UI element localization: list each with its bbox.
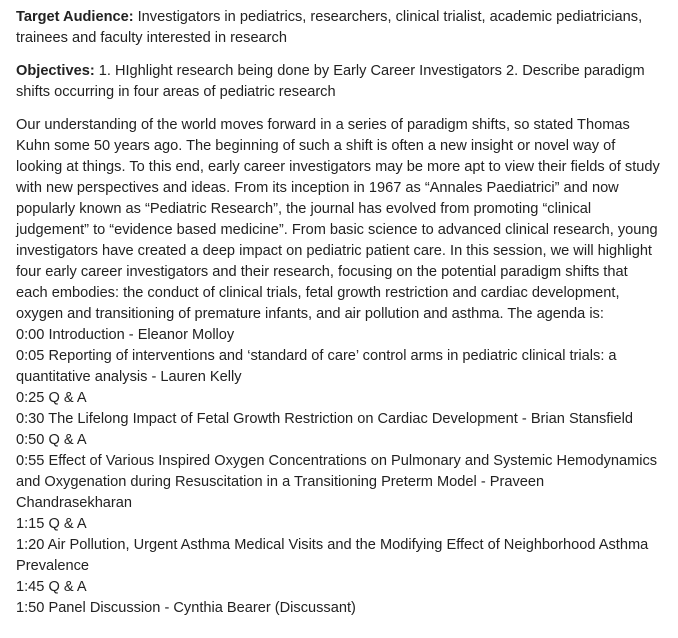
agenda-item-qa-1: 0:25 Q & A bbox=[16, 390, 87, 406]
description-block bbox=[16, 115, 662, 619]
agenda-item-chandrasekharan: 0:55 Effect of Various Inspired Oxygen Concentrations on Pulmonary and Systemic Hemodynamics and Oxygenation during Resuscitation in a Transitioning Preterm Model - Praveen Chandrasekharan bbox=[16, 453, 658, 511]
target-audience-paragraph bbox=[16, 7, 662, 49]
objectives-paragraph bbox=[16, 61, 662, 103]
objectives-text: 1. HIghlight research being done by Early Career Investigators 2. Describe paradigm shifts occurring in four areas of pediatric research bbox=[16, 63, 645, 100]
agenda-item-panel: 1:50 Panel Discussion - Cynthia Bearer (Discussant) bbox=[16, 600, 356, 616]
description-text: Our understanding of the world moves forward in a series of paradigm shifts, so stated Thomas Kuhn some 50 years ago. The beginning of such a shift is often a new insight or novel way of looking at things. To this end, early career investigators may be more apt to view their fields of study with new perspectives and ideas. From its inception in 1967 as “Annales Paediatrici” and now popularly known as “Pediatric Research”, the journal has evolved from promoting “clinical judgement” to “evidence based medicine”. From basic science to advanced clinical research, young investigators have created a deep impact on pediatric patient care. In this session, we will highlight four early career investigators and their research, focusing on the potential paradigm shifts that each embodies: the conduct of clinical trials, fetal growth restriction and cardiac development, oxygen and transitioning of premature infants, and air pollution and asthma. The agenda is: bbox=[16, 117, 660, 322]
agenda-item-stansfield: 0:30 The Lifelong Impact of Fetal Growth Restriction on Cardiac Development - Brian Stansfield bbox=[16, 411, 634, 427]
target-audience-label: Target Audience: bbox=[16, 9, 134, 25]
agenda-item-intro: 0:00 Introduction - Eleanor Molloy bbox=[16, 327, 235, 343]
target-audience-text: Investigators in pediatrics, researchers, clinical trialist, academic pediatricians, trainees and faculty interested in research bbox=[16, 9, 643, 46]
agenda-item-qa-4: 1:45 Q & A bbox=[16, 579, 87, 595]
agenda-item-qa-2: 0:50 Q & A bbox=[16, 432, 87, 448]
agenda-item-kelly: 0:05 Reporting of interventions and ‘standard of care’ control arms in pediatric clinical trials: a quantitative analysis - Lauren Kelly bbox=[16, 348, 617, 385]
agenda-item-air-pollution: 1:20 Air Pollution, Urgent Asthma Medical Visits and the Modifying Effect of Neighborhood Asthma Prevalence bbox=[16, 537, 649, 574]
objectives-label: Objectives: bbox=[16, 63, 95, 79]
agenda-item-qa-3: 1:15 Q & A bbox=[16, 516, 87, 532]
